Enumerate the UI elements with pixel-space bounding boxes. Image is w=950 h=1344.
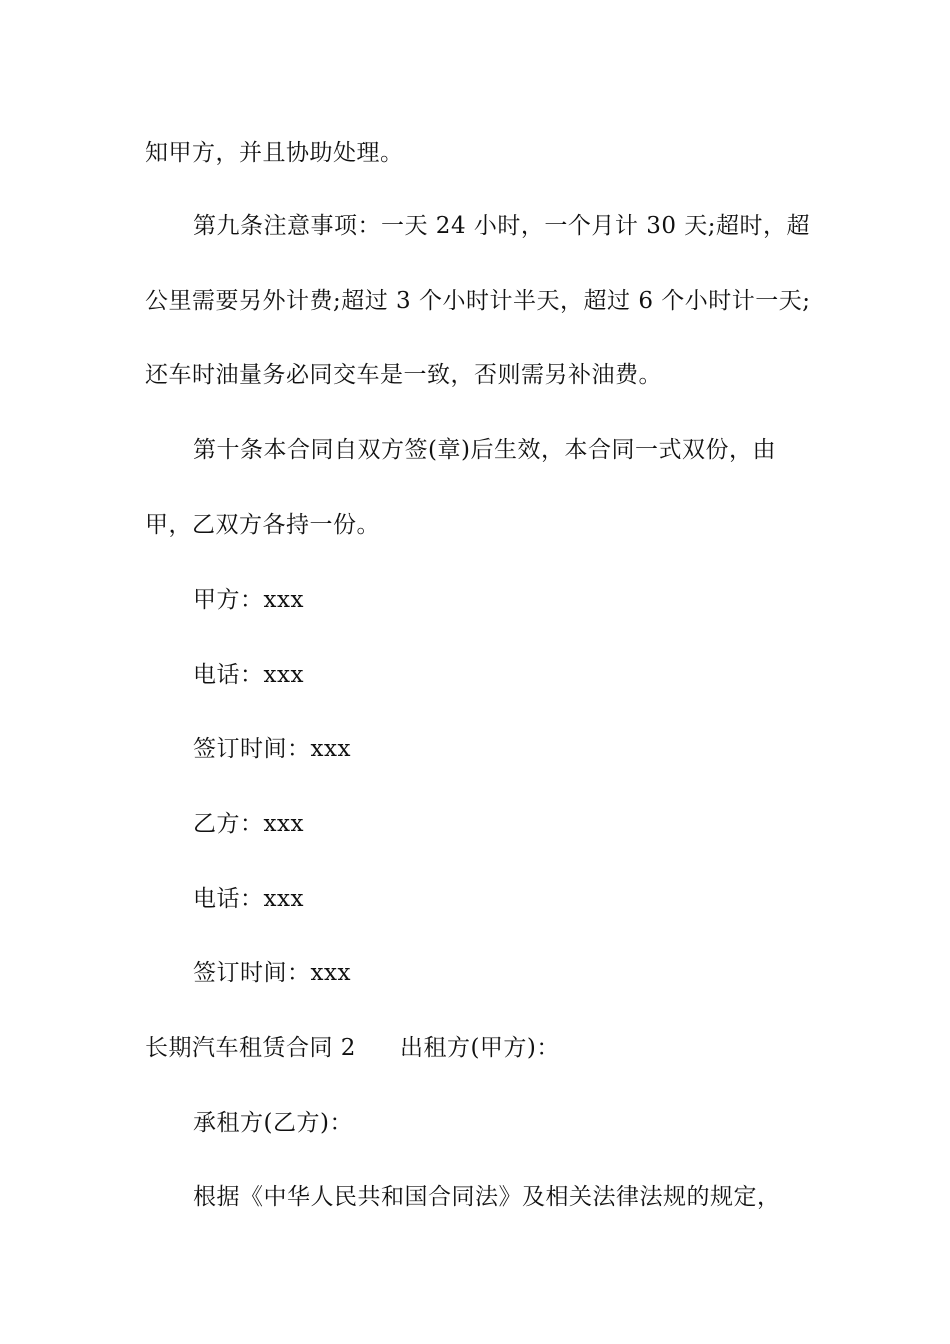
party-b-line: 乙方：xxx <box>193 811 304 837</box>
article-10-line: 第十条本合同自双方签(章)后生效，本合同一式双份，由 <box>193 437 776 463</box>
party-a-phone-line: 电话：xxx <box>193 662 304 688</box>
party-a-line: 甲方：xxx <box>193 587 304 613</box>
article-9-line: 第九条注意事项：一天 24 小时，一个月计 30 天;超时，超 <box>193 213 811 239</box>
text-line: 公里需要另外计费;超过 3 个小时计半天，超过 6 个小时计一天; <box>145 288 811 314</box>
contract2-lessee-line: 承租方(乙方)： <box>193 1110 353 1136</box>
contract2-title: 长期汽车租赁合同 2 <box>145 1035 356 1061</box>
text-line: 知甲方，并且协助处理。 <box>145 140 404 166</box>
party-b-date-line: 签订时间：xxx <box>193 960 351 986</box>
contract2-heading-line <box>145 1033 560 1063</box>
contract2-basis-line: 根据《中华人民共和国合同法》及相关法律法规的规定， <box>193 1184 781 1210</box>
text-line: 甲，乙双方各持一份。 <box>145 512 380 538</box>
contract2-lessor: 出租方(甲方)： <box>399 1035 560 1061</box>
party-a-date-line: 签订时间：xxx <box>193 736 351 762</box>
party-b-phone-line: 电话：xxx <box>193 886 304 912</box>
text-line: 还车时油量务必同交车是一致，否则需另补油费。 <box>145 362 662 388</box>
